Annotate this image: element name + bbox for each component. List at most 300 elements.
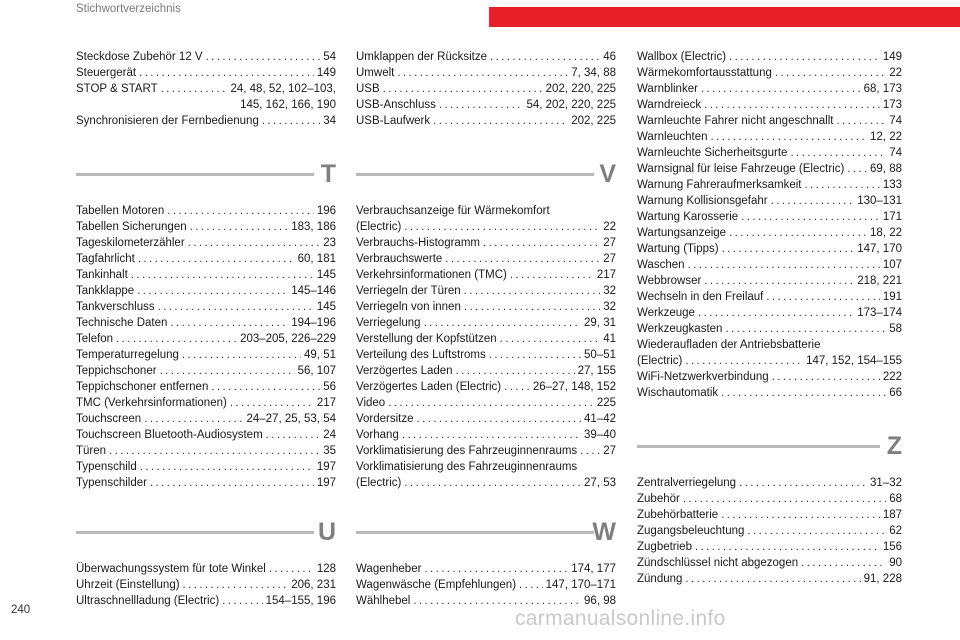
index-entry	[76, 299, 336, 315]
index-entry	[76, 315, 336, 331]
section-divider	[637, 445, 880, 448]
dot-leader	[489, 347, 581, 363]
dot-leader	[167, 203, 314, 219]
index-entry-pages: 133	[882, 179, 902, 191]
index-entry	[637, 305, 902, 321]
index-entry-pages: 147, 170	[857, 243, 902, 255]
index-entry	[76, 65, 336, 81]
index-entry	[356, 113, 616, 129]
index-entry-pages: 96, 98	[584, 595, 616, 607]
index-entry-pages: 202, 225	[571, 115, 616, 127]
index-entry-text: Verteilung des Luftstroms	[356, 349, 486, 361]
dot-leader	[721, 507, 880, 523]
page-number: 240	[11, 604, 31, 616]
index-entry-pages: 60, 181	[297, 253, 336, 265]
index-entry-pages: 202, 220, 225	[545, 83, 616, 95]
dot-leader	[456, 363, 575, 379]
index-entry-text: Telefon	[76, 333, 114, 345]
dot-leader	[158, 299, 314, 315]
index-entry	[76, 331, 336, 347]
index-entry-text: Werkzeugkasten	[637, 323, 723, 335]
dot-leader	[464, 283, 601, 299]
index-entry-pages: 66	[889, 387, 902, 399]
index-entry	[637, 81, 902, 97]
index-entry-text: Wartung (Tipps)	[637, 243, 719, 255]
index-entry-text: Verriegelung	[356, 317, 421, 329]
dot-leader	[701, 81, 861, 97]
index-entry-pages: 90	[889, 557, 902, 569]
index-entry	[637, 193, 902, 209]
index-entry	[637, 241, 902, 257]
index-entry-pages: 68, 173	[863, 83, 902, 95]
dot-leader	[747, 523, 886, 539]
index-entry	[356, 299, 616, 315]
dot-leader	[388, 395, 594, 411]
index-entry-pages: 174, 177	[571, 563, 616, 575]
section-header	[637, 431, 902, 475]
index-entry	[637, 507, 902, 523]
index-entry-text: Warnblinker	[637, 83, 698, 95]
index-entry-pages: 27	[603, 445, 616, 457]
dot-leader	[483, 235, 600, 251]
index-entry-pages: 145–146	[291, 285, 336, 297]
index-entry-text: (Electric)	[356, 221, 402, 233]
index-entry-text: Video	[356, 397, 386, 409]
index-entry-pages: 197	[316, 461, 336, 473]
dot-leader	[424, 561, 568, 577]
index-entry-text: Warnung Fahreraufmerksamkeit	[637, 179, 802, 191]
index-entry-text: Zentralverriegelung	[637, 477, 737, 489]
index-entry-text: Vorklimatisierung des Fahrzeuginnenraums	[356, 461, 578, 473]
index-entry	[637, 385, 902, 401]
dot-leader	[766, 289, 879, 305]
index-entry-pages: 27	[603, 253, 616, 265]
index-entry-text: Temperaturregelung	[76, 349, 179, 361]
index-entry-text: Verkehrsinformationen (TMC)	[356, 269, 507, 281]
index-entry-text: Warnleuchte Fahrer nicht angeschnallt	[637, 115, 834, 127]
index-entry-pages: 130–131	[857, 195, 902, 207]
index-entry-text: Verzögertes Laden	[356, 365, 453, 377]
dot-leader	[222, 593, 262, 609]
index-entry-text: Verriegeln von innen	[356, 301, 461, 313]
index-entry-text: Ultraschnellladung (Electric)	[76, 595, 220, 607]
index-entry-text: Zubehörbatterie	[637, 509, 719, 521]
index-entry-pages: 39–40	[584, 429, 616, 441]
section-letter: U	[317, 518, 336, 546]
index-entry-pages: 62	[889, 525, 902, 537]
index-entry-pages: 26–27, 148, 152	[532, 381, 616, 393]
section-letter: V	[599, 160, 616, 188]
dot-leader	[836, 113, 886, 129]
index-entry	[356, 97, 616, 113]
index-entry	[356, 331, 616, 347]
index-entry	[76, 283, 336, 299]
index-entry-text: Verriegeln der Türen	[356, 285, 461, 297]
dot-leader	[741, 209, 880, 225]
dot-leader	[160, 363, 295, 379]
index-entry-text: Synchronisieren der Fernbedienung	[76, 115, 259, 127]
index-entry-pages: 217	[316, 397, 336, 409]
index-entry-pages: 27, 155	[577, 365, 616, 377]
index-entry-pages: 56	[323, 381, 336, 393]
dot-leader	[801, 555, 886, 571]
index-entry-text: Touchscreen	[76, 413, 142, 425]
index-entry-text: Tageskilometerzähler	[76, 237, 185, 249]
index-entry-text: Wärmekomfortausstattung	[637, 67, 772, 79]
index-entry-text: Wartung Karosserie	[637, 211, 739, 223]
index-entry	[356, 219, 616, 235]
dot-leader	[211, 379, 320, 395]
index-entry-pages: 191	[882, 291, 902, 303]
dot-leader	[404, 219, 600, 235]
index-entry	[637, 49, 902, 65]
dot-leader	[188, 235, 321, 251]
header-accent-bar	[489, 7, 960, 27]
index-entry-pages: 50–51	[584, 349, 616, 361]
index-entry-pages: 196	[316, 205, 336, 217]
section-letter: Z	[886, 432, 902, 460]
index-entry	[76, 459, 336, 475]
index-entry-text: Teppichschoner	[76, 365, 157, 377]
index-entry-text: Typenschild	[76, 461, 137, 473]
index-entry-text: Tankklappe	[76, 285, 135, 297]
index-entry-text: (Electric)	[356, 477, 402, 489]
index-entry-pages: 54	[323, 51, 336, 63]
index-entry	[76, 219, 336, 235]
dot-leader	[683, 491, 886, 507]
index-entry-text: (Electric)	[637, 355, 683, 367]
index-entry-text: Umwelt	[356, 67, 395, 79]
index-entry	[76, 561, 336, 577]
dot-leader	[771, 193, 855, 209]
index-entry-text: Überwachungssystem für tote Winkel	[76, 563, 266, 575]
dot-leader	[424, 315, 581, 331]
dot-leader	[439, 97, 524, 113]
index-entry-pages: 27, 53	[584, 477, 616, 489]
index-entry-text: Vorklimatisierung des Fahrzeuginnenraums	[356, 445, 578, 457]
index-entry	[637, 523, 902, 539]
index-entry	[637, 353, 902, 369]
index-entry-pages: 156	[882, 541, 902, 553]
index-entry-text: Waschen	[637, 259, 685, 271]
index-entry	[76, 443, 336, 459]
index-entry-pages: 203–205, 226–229	[240, 333, 336, 345]
dot-leader	[698, 305, 854, 321]
index-entry-text: USB-Anschluss	[356, 99, 436, 111]
index-entry	[637, 571, 902, 587]
index-entry-pages: 218, 221	[857, 275, 902, 287]
dot-leader	[402, 427, 581, 443]
section-header	[76, 159, 336, 203]
index-entry-pages: 24–27, 25, 53, 54	[246, 413, 336, 425]
index-entry	[356, 315, 616, 331]
dot-leader	[490, 49, 600, 65]
dot-leader	[139, 65, 314, 81]
index-entry	[637, 475, 902, 491]
dot-leader	[500, 331, 601, 347]
dot-leader	[230, 395, 314, 411]
dot-leader	[685, 353, 803, 369]
index-entry-text: Vorhang	[356, 429, 399, 441]
index-entry-text: Tankverschluss	[76, 301, 155, 313]
dot-leader	[685, 571, 860, 587]
index-entry	[76, 363, 336, 379]
dot-leader	[116, 331, 237, 347]
index-entry-pages: 145	[316, 269, 336, 281]
index-entry-pages: 27	[603, 237, 616, 249]
index-entry-pages: 217	[596, 269, 616, 281]
index-entry-pages: 22	[603, 221, 616, 233]
index-entry	[637, 113, 902, 129]
index-entry	[76, 379, 336, 395]
index-entry-text: Zubehör	[637, 493, 680, 505]
dot-leader	[262, 113, 320, 129]
index-entry-pages: 149	[882, 51, 902, 63]
index-entry-pages: 91, 228	[863, 573, 902, 585]
dot-leader	[397, 65, 568, 81]
section-letter: W	[592, 518, 616, 546]
dot-leader	[206, 49, 321, 65]
section-divider	[76, 531, 314, 534]
index-entry-pages: 7, 34, 88	[571, 67, 616, 79]
index-entry	[637, 225, 902, 241]
index-column-2	[356, 49, 616, 609]
dot-leader	[170, 315, 288, 331]
index-entry	[356, 251, 616, 267]
index-entry	[356, 235, 616, 251]
index-entry	[356, 395, 616, 411]
index-entry-pages: 107	[882, 259, 902, 271]
index-entry	[356, 81, 616, 97]
index-entry-pages: 222	[882, 371, 902, 383]
section-divider	[356, 173, 594, 176]
index-entry	[356, 267, 616, 283]
index-column-1	[76, 49, 336, 609]
dot-leader	[519, 577, 543, 593]
dot-leader	[704, 273, 854, 289]
index-entry-pages: 41	[603, 333, 616, 345]
dot-leader	[190, 219, 289, 235]
index-entry-pages: 171	[882, 211, 902, 223]
index-entry	[637, 65, 902, 81]
section-letter: T	[320, 160, 336, 188]
index-entry-text: Wallbox (Electric)	[637, 51, 727, 63]
index-entry	[356, 561, 616, 577]
index-entry-pages-continued: 145, 162, 166, 190	[240, 99, 336, 111]
index-entry-pages: 149	[316, 67, 336, 79]
index-entry-text: Steuergerät	[76, 67, 137, 79]
index-entry	[76, 395, 336, 411]
dot-leader	[161, 81, 228, 97]
index-entry	[637, 161, 902, 177]
index-entry-text: Verbrauchs-Histogramm	[356, 237, 480, 249]
index-entry	[356, 427, 616, 443]
index-entry-text: Touchscreen Bluetooth-Audiosystem	[76, 429, 263, 441]
index-entry-pages: 12, 22	[870, 131, 902, 143]
dot-leader	[688, 257, 880, 273]
index-entry-text: STOP & START	[76, 83, 158, 95]
index-entry-text: USB	[356, 83, 380, 95]
dot-leader	[729, 49, 880, 65]
index-entry-text: Webbrowser	[637, 275, 702, 287]
index-entry	[356, 475, 616, 491]
index-entry-pages: 197	[316, 477, 336, 489]
index-entry-text: Zugbetrieb	[637, 541, 692, 553]
index-entry-text: Türen	[76, 445, 107, 457]
index-entry-pages: 154–155, 196	[265, 595, 336, 607]
dot-leader	[183, 577, 289, 593]
index-entry-text: Warnsignal für leise Fahrzeuge (Electric)	[637, 163, 845, 175]
index-entry	[356, 443, 616, 459]
index-entry	[356, 577, 616, 593]
dot-leader	[433, 113, 568, 129]
index-entry	[76, 203, 336, 219]
index-entry	[76, 577, 336, 593]
dot-leader	[772, 369, 880, 385]
section-divider	[356, 531, 594, 534]
dot-leader	[711, 129, 867, 145]
index-entry-text: Wählhebel	[356, 595, 411, 607]
index-entry-pages: 32	[603, 285, 616, 297]
index-entry-pages: 69, 88	[870, 163, 902, 175]
index-entry-pages: 31–32	[870, 477, 902, 489]
index-entry	[637, 257, 902, 273]
index-entry	[637, 145, 902, 161]
index-entry-text: Umklappen der Rücksitze	[356, 51, 488, 63]
dot-leader	[445, 251, 600, 267]
dot-leader	[504, 379, 530, 395]
index-entry	[76, 267, 336, 283]
dot-leader	[790, 145, 886, 161]
index-entry	[356, 283, 616, 299]
index-entry-pages: 74	[889, 115, 902, 127]
dot-leader	[775, 65, 886, 81]
dot-leader	[144, 411, 243, 427]
index-entry	[356, 347, 616, 363]
index-entry	[637, 209, 902, 225]
index-entry-pages: 29, 31	[584, 317, 616, 329]
index-entry	[637, 369, 902, 385]
index-entry-pages: 32	[603, 301, 616, 313]
index-entry-pages: 147, 170–171	[545, 579, 616, 591]
index-entry	[356, 411, 616, 427]
section-header	[76, 517, 336, 561]
index-entry-text: Typenschilder	[76, 477, 147, 489]
dot-leader	[847, 161, 867, 177]
index-entry-pages: 35	[323, 445, 336, 457]
dot-leader	[404, 475, 581, 491]
index-entry	[356, 49, 616, 65]
index-entry	[356, 363, 616, 379]
index-entry	[76, 411, 336, 427]
index-entry-text: Verbrauchswerte	[356, 253, 443, 265]
dot-leader	[464, 299, 600, 315]
index-entry	[76, 251, 336, 267]
dot-leader	[269, 561, 314, 577]
dot-leader	[725, 321, 886, 337]
index-entry	[356, 379, 616, 395]
index-entry	[637, 289, 902, 305]
index-entry-pages: 206, 231	[291, 579, 336, 591]
index-entry-pages: 173	[882, 99, 902, 111]
index-entry-text: WiFi-Netzwerkverbindung	[637, 371, 769, 383]
index-entry	[637, 491, 902, 507]
index-entry-text: Wiederaufladen der Antriebsbatterie	[637, 339, 821, 351]
index-entry	[637, 555, 902, 571]
index-entry-pages: 194–196	[291, 317, 336, 329]
index-entry-text: Tankinhalt	[76, 269, 128, 281]
index-entry-pages: 49, 51	[304, 349, 336, 361]
dot-leader	[510, 267, 594, 283]
dot-leader	[383, 81, 543, 97]
index-entry-text: Warnleuchten	[637, 131, 708, 143]
dot-leader	[150, 475, 314, 491]
index-entry	[76, 235, 336, 251]
index-entry-pages: 187	[882, 509, 902, 521]
index-entry-pages: 46	[603, 51, 616, 63]
dot-leader	[739, 475, 867, 491]
index-entry	[637, 97, 902, 113]
index-entry-text: Warnung Kollisionsgefahr	[637, 195, 768, 207]
index-entry	[637, 177, 902, 193]
index-entry	[76, 113, 336, 129]
index-entry	[76, 475, 336, 491]
index-column-3	[637, 49, 902, 587]
dot-leader	[695, 539, 880, 555]
index-entry-text: Teppichschoner entfernen	[76, 381, 209, 393]
section-divider	[76, 173, 314, 176]
header-title: Stichwortverzeichnis	[76, 3, 181, 15]
index-entry-text: TMC (Verkehrsinformationen)	[76, 397, 227, 409]
index-entry	[76, 593, 336, 609]
index-entry-pages: 183, 186	[291, 221, 336, 233]
index-entry-text: Verstellung der Kopfstützen	[356, 333, 497, 345]
index-entry-text: Verbrauchsanzeige für Wärmekomfort	[356, 205, 550, 217]
watermark: carmanualsonline.info	[515, 607, 726, 630]
dot-leader	[417, 411, 581, 427]
index-entry	[637, 273, 902, 289]
index-entry-pages: 68	[889, 493, 902, 505]
index-entry-text: Warnleuchte Sicherheitsgurte	[637, 147, 788, 159]
index-entry-pages: 23	[323, 237, 336, 249]
index-entry	[637, 129, 902, 145]
index-entry-text: Zündschlüssel nicht abgezogen	[637, 557, 799, 569]
index-entry-text: Technische Daten	[76, 317, 168, 329]
index-entry	[356, 65, 616, 81]
index-entry-pages: 128	[316, 563, 336, 575]
index-entry-text: Vordersitze	[356, 413, 414, 425]
index-entry-pages: 147, 152, 154–155	[806, 355, 902, 367]
index-entry-pages: 41–42	[584, 413, 616, 425]
dot-leader	[804, 177, 879, 193]
index-entry-pages: 145	[316, 301, 336, 313]
index-entry-text: Tabellen Motoren	[76, 205, 165, 217]
index-entry	[76, 49, 336, 65]
dot-leader	[131, 267, 314, 283]
index-entry-text: Tagfahrlicht	[76, 253, 135, 265]
index-entry	[637, 321, 902, 337]
index-entry-pages: 173–174	[857, 307, 902, 319]
index-entry-text: Tabellen Sicherungen	[76, 221, 187, 233]
index-entry-text: Zündung	[637, 573, 683, 585]
index-entry-text: Warndreieck	[637, 99, 702, 111]
index-entry	[76, 347, 336, 363]
dot-leader	[721, 385, 886, 401]
section-header	[356, 517, 616, 561]
index-entry	[76, 81, 336, 97]
index-entry-pages: 18, 22	[870, 227, 902, 239]
index-entry-text: Wechseln in den Freilauf	[637, 291, 764, 303]
